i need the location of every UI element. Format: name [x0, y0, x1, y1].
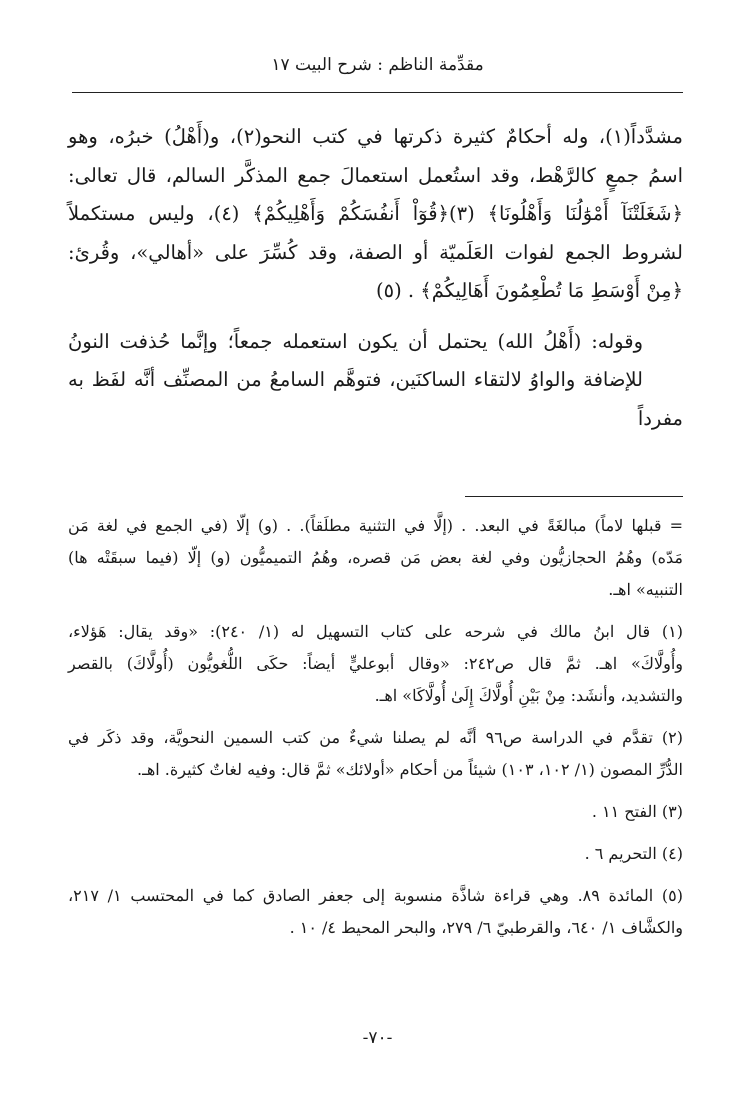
- footnote-line: مَدّه) وهُمُ الحجازيُّون وفي لغة بعض مَن قصره، وهُمُ التميميُّون (و) إلّا (فيما سبقَتْه ها): [68, 548, 683, 567]
- footnote-line: (٥) المائدة ٨٩. وهي قراءة شاذَّة منسوبة إلى جعفر الصادق كما في المحتسب ١/ ٢١٧،: [68, 886, 684, 905]
- text-line: مشدَّداً(١)، وله أحكامٌ كثيرة ذكرتها في كتب النحو(٢)، و(أَهْلُ) خبرُه، وهو: [68, 125, 683, 148]
- footnote-5: [68, 880, 683, 944]
- text-line: وقوله: (أَهْلُ الله) يحتمل أن يكون استعمله جمعاً؛ وإنَّما حُذفت النونُ: [68, 329, 643, 353]
- paragraph-1: [68, 118, 683, 311]
- footnote-continuation: [68, 510, 683, 606]
- footnote-line: والتشديد، وأنشَد: مِنْ بَيْنِ أُولَّاكَ إِلَىٰ أُولَّاكَا» اهـ.: [374, 686, 683, 705]
- text-line: ﴿شَغَلَتْنَآ أَمْوَٰلُنَا وَأَهْلُونَا﴾ (٣)﴿قُوٓاْ أَنفُسَكُمْ وَأَهْلِيكُمْ﴾ (٤)، وليس مستكملاً: [68, 202, 683, 225]
- footnote-divider: [465, 496, 683, 497]
- text-line: اسمُ جمعٍ كالرَّهْط، وقد استُعمل استعمالَ جمع المذكَّر السالم، قال تعالى:: [68, 163, 683, 187]
- footnote-3: [68, 796, 683, 828]
- footnote-line: (٢) تقدَّم في الدراسة ص٩٦ أنَّه لم يصلنا شيءٌ من كتب السمين النحويَّة، وقد ذكَر في: [68, 728, 684, 747]
- footnote-4: [68, 838, 683, 870]
- text-line: ﴿مِنْ أَوْسَطِ مَا تُطْعِمُونَ أَهَالِيكُمْ﴾ . (٥): [375, 279, 683, 302]
- footnote-1: [68, 616, 683, 712]
- page-number: -٧٠-: [362, 1028, 393, 1048]
- running-header: مقدِّمة الناظم : شرح البيت ١٧: [271, 55, 484, 75]
- footnote-line: (٣) الفتح ١١ .: [591, 802, 683, 821]
- footnote-line: = قبلها لاماً) مبالغَةً في البعد. . (إلَّا في التثنية مطلَقاً). . (و) إلّا (في الجمع في لغة مَن: [68, 516, 683, 535]
- main-text: [68, 118, 683, 438]
- paragraph-2: [68, 323, 683, 439]
- text-line: للإضافة والواوُ لالتقاء الساكنَين، فتوهَّم السامعُ من المصنِّف أنَّه لفَظ به مفرداً: [68, 368, 683, 430]
- header-divider: [72, 92, 683, 93]
- footnote-line: التنبيه» اهـ.: [608, 580, 683, 599]
- footnote-2: [68, 722, 683, 786]
- footnote-line: (٤) التحريم ٦ .: [584, 844, 683, 863]
- footnotes: [68, 510, 683, 954]
- text-line: لشروط الجمع لفوات العَلَميّة أو الصفة، وقد كُسِّرَ على «أهالي»، وقُرئ:: [68, 240, 683, 264]
- footnote-line: الدُّرِّ المصون (١/ ١٠٢، ١٠٣) شيئاً من أحكام «أولائك» ثمَّ قال: وفيه لغاتٌ كثيرة. اهـ.: [137, 760, 683, 779]
- footnote-line: والكشَّاف ١/ ٦٤٠، والقرطبيّ ٦/ ٢٧٩، والبحر المحيط ٤/ ١٠ .: [289, 918, 683, 937]
- footnote-line: (١) قال ابنُ مالك في شرحه على كتاب التسهيل له (١/ ٢٤٠): «وقد يقال: هَؤلاء،: [68, 622, 683, 641]
- footnote-line: وأُولَّاكَ» اهـ. ثمَّ قال ص٢٤٢: «وقال أبوعليٍّ أيضاً: حكَى اللُّغويُّون (أُولَّاكَ) بالقصر: [68, 654, 684, 673]
